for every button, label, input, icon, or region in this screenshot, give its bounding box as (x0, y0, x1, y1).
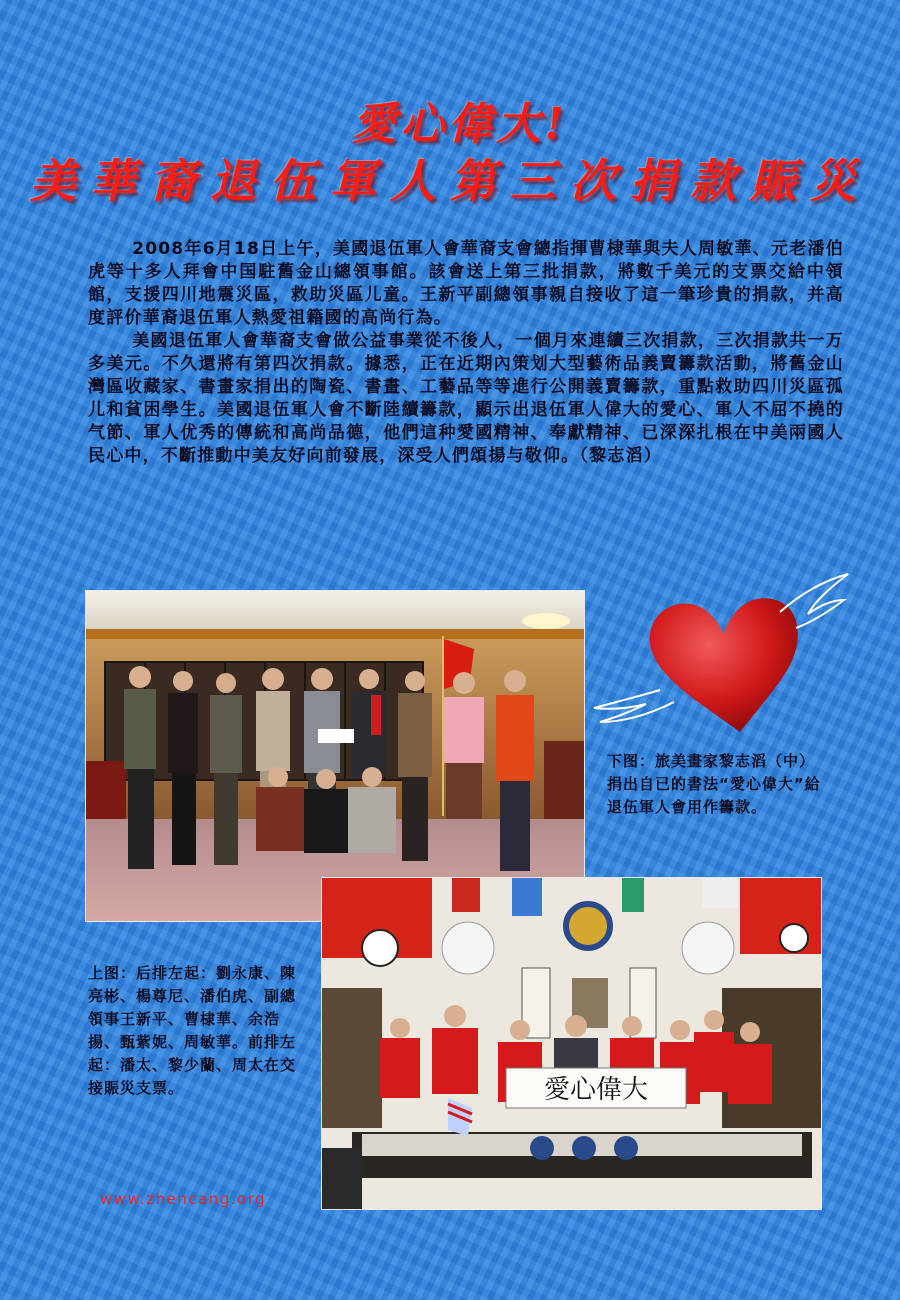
photo-caption-upper: 上图：后排左起：劉永康、陳亮彬、楊尊尼、潘伯虎、副總領事王新平、曹棣華、余浩揚、甄紫妮、周敏華。前排左起：潘太、黎少蘭、周太在交接賑災支票。 (88, 964, 297, 1097)
page-title-line2: 美華裔退伍軍人第三次捐款賑災 (30, 154, 870, 208)
page-title-line1: 愛心偉大! (352, 99, 568, 150)
calligraphy-text: 愛心偉大 (543, 1075, 649, 1105)
article-body (88, 238, 844, 468)
website-url: www.zhencang.org (100, 1190, 267, 1208)
consulate-group-photo (85, 590, 585, 922)
winged-heart-decoration (590, 572, 850, 737)
article-paragraph-2: 美國退伍軍人會華裔支會做公益事業從不後人，一個月來連續三次捐款，三次捐款共一万多美元。不久還將有第四次捐款。據悉，正在近期內策划大型藝術品義賣籌款活動，將舊金山灣區收藏家、書畫家捐出的陶瓷、書畫、工藝品等等進行公開義賣籌款，重點救助四川災區孤儿和貧困學生。美國退伍軍人會不斷陸續籌款，顯示出退伍軍人偉大的愛心、軍人不屈不撓的气節、軍人优秀的傳統和高尚品德，他們這种愛國精神、奉獻精神、已深深扎根在中美兩國人民心中，不斷推動中美友好向前發展，深受人們頌揚与敬仰。（黎志滔） (88, 331, 844, 466)
photo-caption-lower: 下图：旅美畫家黎志滔（中）捐出自已的書法“愛心偉大”給退伍軍人會用作籌款。 (607, 752, 821, 816)
article-paragraph-1: 2008年6月18日上午，美國退伍軍人會華裔支會總指揮曹棣華與夫人周敏華、元老潘伯虎等十多人拜會中国駐舊金山總領事館。該會送上第三批捐款，將數千美元的支票交給中領館，支援四川地震災區，救助災區儿童。王新平副總領事親自接收了這一筆珍貴的捐款，并高度評价華裔退伍軍人熱愛祖籍國的高尚行為。 (88, 239, 844, 328)
veterans-calligraphy-photo (321, 877, 822, 1210)
